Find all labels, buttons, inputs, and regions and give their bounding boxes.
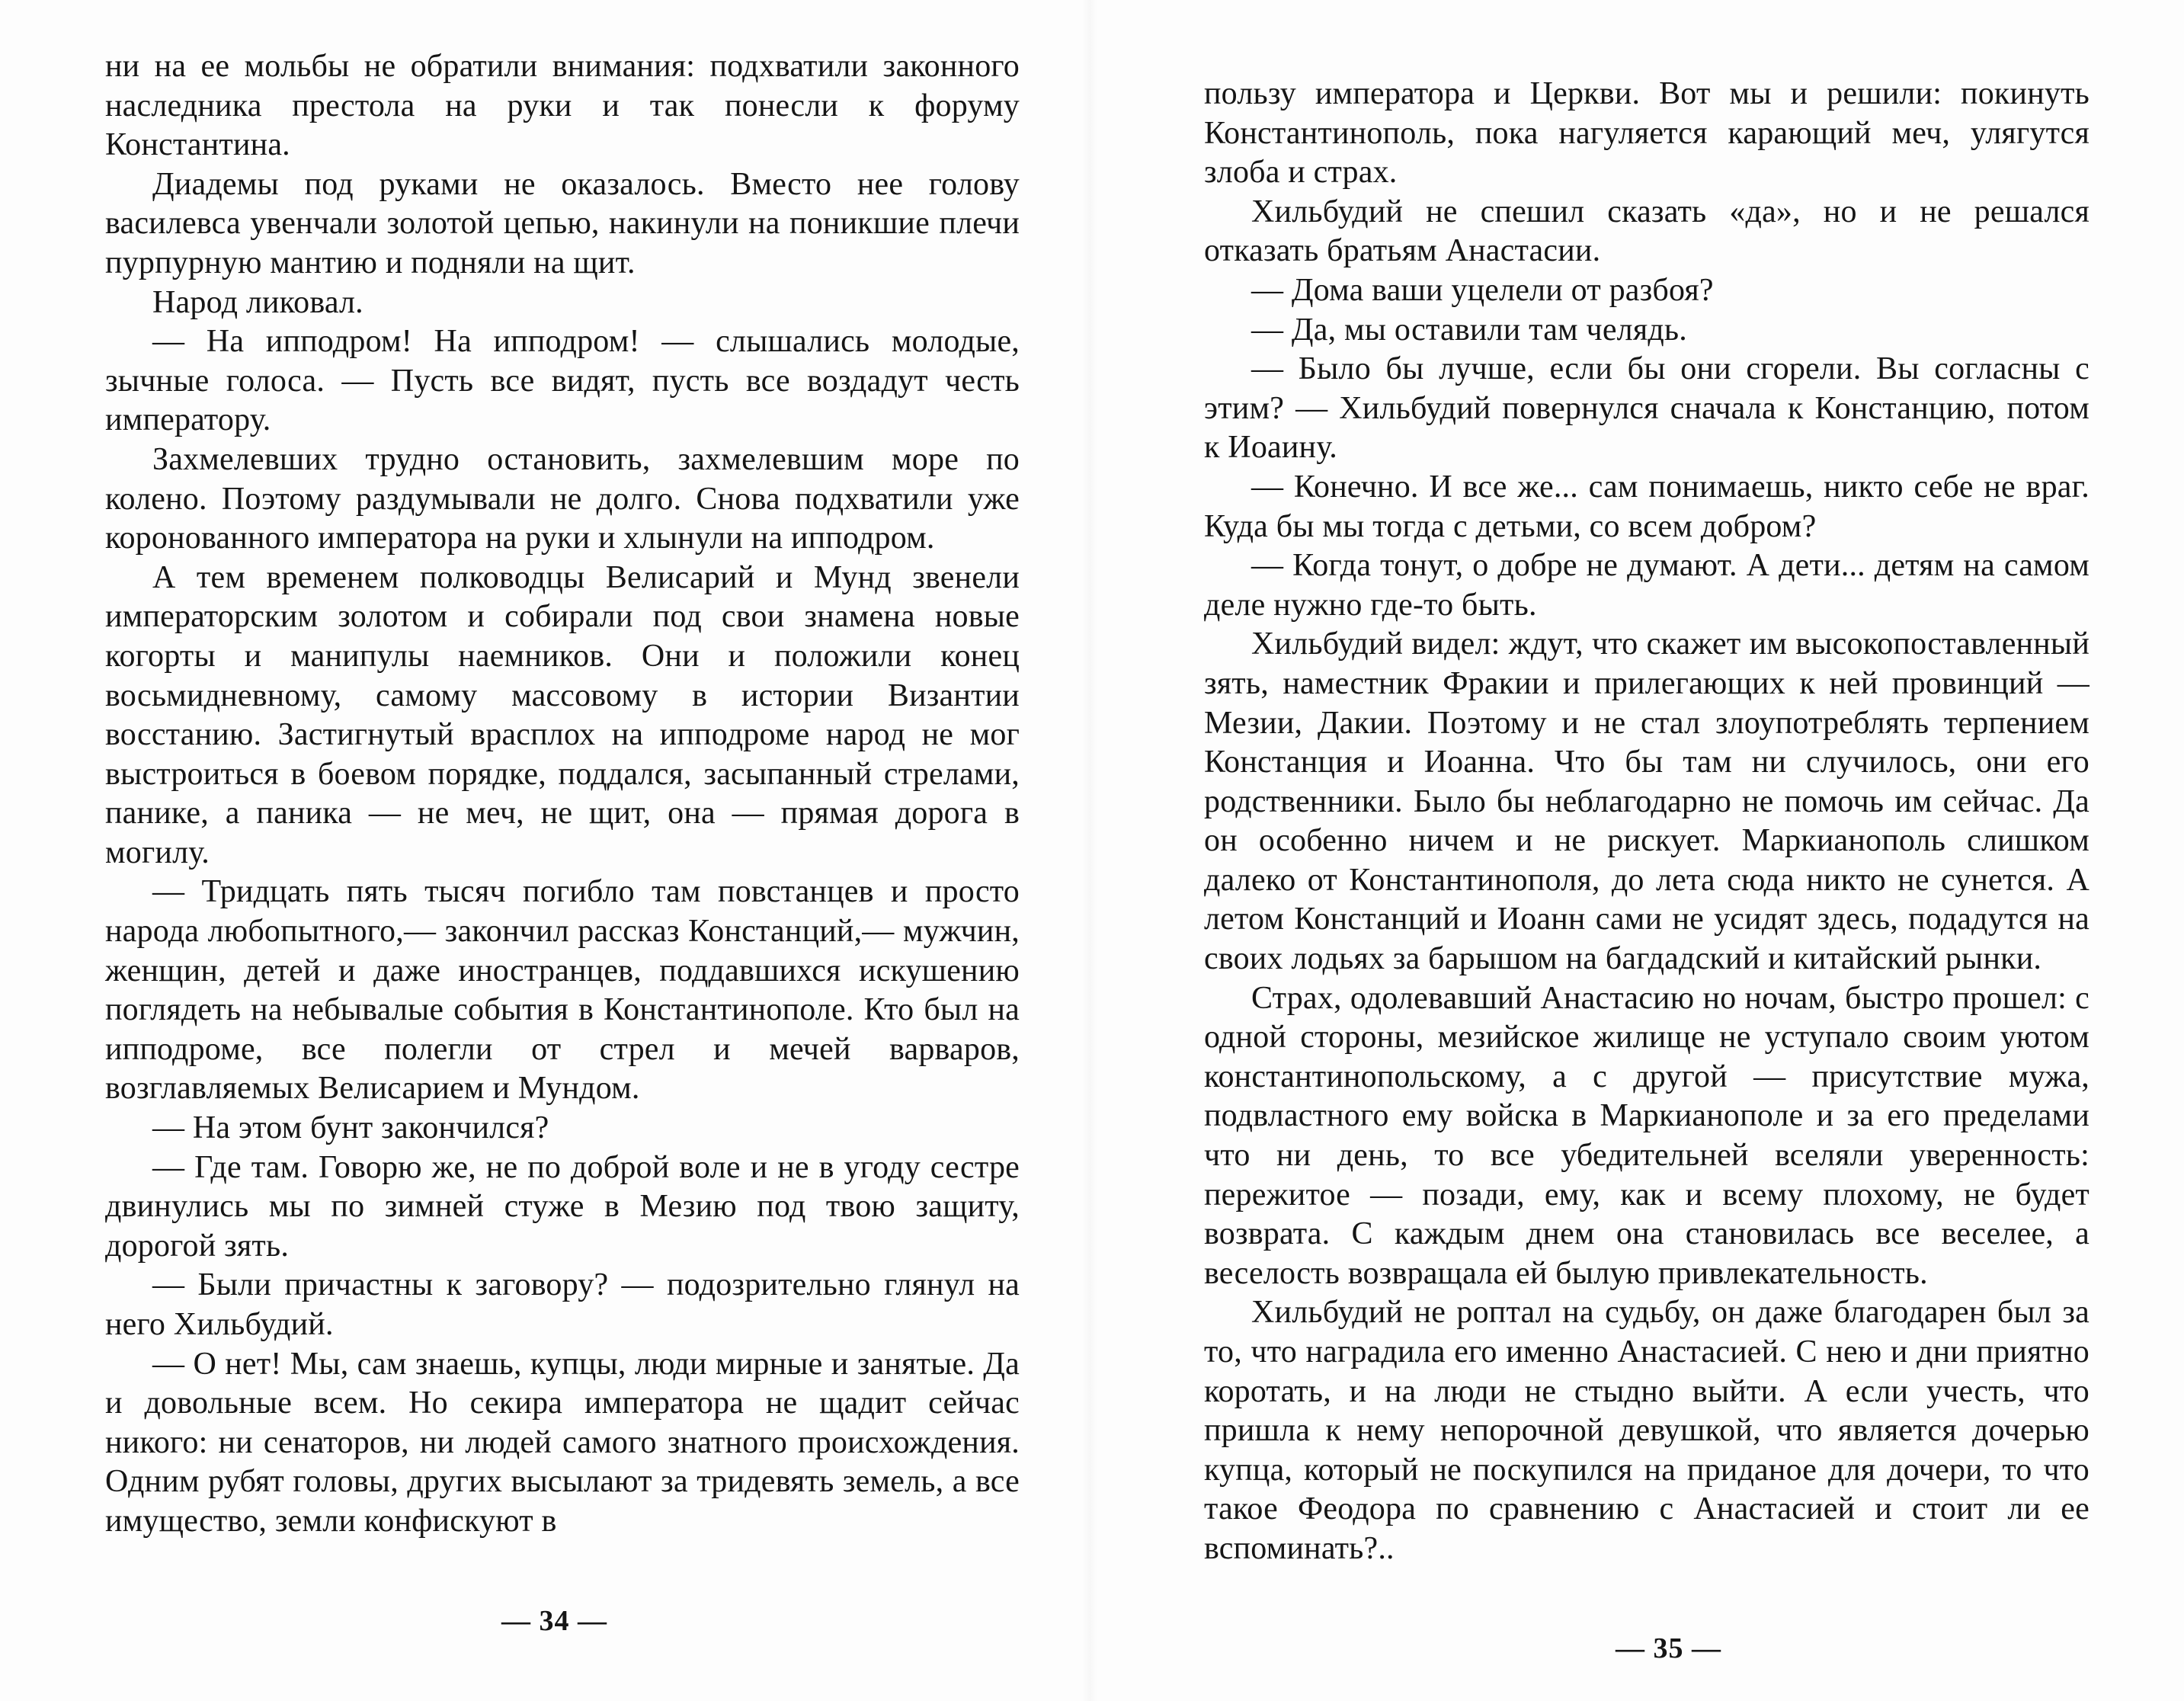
paragraph: Хильбудий не роптал на судьбу, он даже благодарен был за то, что наградила его именно Анастасией. С нею и дни приятно коротать, и на люди не стыдно выйти. А если учесть, что пришла к нему непорочной девушкой, что является дочерью купца, который не поскупился на приданое для дочери, то что такое Феодора по сравнению с Анастасией и стоит ли ее вспоминать?.. [1204,1295,2090,1566]
paragraph: — Были причастны к заговору? — подозрительно глянул на него Хильбудий. [105,1267,1020,1342]
left-page [105,0,1020,1701]
left-page-text [105,47,1020,1542]
paragraph: — О нет! Мы, сам знаешь, купцы, люди мирные и занятые. Да и довольные всем. Но секира императора не щадит сейчас никого: ни сенаторов, ни людей самого знатного происхождения. Одним рубят головы, других высылают за тридевять земель, а все имущество, земли конфискуют в [105,1346,1020,1539]
paragraph: — На этом бунт закончился? [152,1110,549,1146]
paragraph: — Да, мы оставили там челядь. [1251,312,1687,348]
paragraph: — Было бы лучше, если бы они сгорели. Вы согласны с этим? — Хильбудий повернулся сначала к Констанцию, потом к Иоаину. [1204,351,2090,466]
paragraph: Диадемы под руками не оказалось. Вместо нее голову василевса увенчали золотой цепью, накинули на поникшие плечи пурпурную мантию и подняли на щит. [105,166,1020,280]
paragraph: — На ипподром! На ипподром! — слышались молодые, зычные голоса. — Пусть все видят, пусть все воздадут честь императору. [105,324,1020,438]
paragraph: — Когда тонут, о добре не думают. А дети... детям на самом деле нужно где-то быть. [1204,548,2090,623]
paragraph: Страх, одолевавший Анастасию но ночам, быстро прошел: с одной стороны, мезийское жилище не уступало своим уютом константинопольскому, а с другой — присутствие мужа, подвластного ему войска в Маркианополе и за его пределами что ни день, то все убедительней вселяли уверенность: пережитое — позади, ему, как и всему плохому, не будет возврата. С каждым днем она становилась все веселее, а веселость возвращала ей былую привлекательность. [1204,980,2090,1291]
paragraph: ни на ее мольбы не обратили внимания: подхватили законного наследника престола на руки и так понесли к форуму Константина. [105,49,1020,163]
right-page [1204,0,2090,1701]
paragraph: — Дома ваши уцелели от разбоя? [1251,272,1714,308]
paragraph: — Конечно. И все же... сам понимаешь, никто себе не враг. Куда бы мы тогда с детьми, со всем добром? [1204,469,2090,544]
page-number: — 35 — [1616,1632,1721,1664]
paragraph: — Где там. Говорю же, не по доброй воле и не в угоду сестре двинулись мы по зимней стуже в Мезию под твою защиту, дорогой зять. [105,1149,1020,1264]
paragraph: А тем временем полководцы Велисарий и Мунд звенели императорским золотом и собирали под свои знамена новые когорты и манипулы наемников. Они и положили конец восьмидневному, самому массовому в истории Византии восстанию. Застигнутый врасплох на ипподроме народ не мог выстроиться в боевом порядке, поддался, засыпанный стрелами, панике, а паника — не меч, не щит, она — прямая дорога в могилу. [105,559,1020,870]
paragraph: пользу императора и Церкви. Вот мы и решили: покинуть Константинополь, пока нагуляется карающий меч, улягутся злоба и страх. [1204,76,2090,191]
paragraph: Хильбудий видел: ждут, что скажет им высокопоставленный зять, наместник Фракии и прилегающих к ней провинций — Мезии, Дакии. Поэтому и не стал злоупотреблять терпением Констанция и Иоанна. Что бы там ни случилось, они его родственники. Было бы неблагодарно не помочь им сейчас. Да он особенно ничем и не рискует. Маркианополь слишком далеко от Константинополя, до лета сюда никто не сунется. А летом Констанций и Иоанн сами не усидят здесь, подадутся на своих лодьях за барышом на багдадский и китайский рынки. [1204,626,2090,977]
book-gutter [1082,0,1097,1701]
right-page-text [1204,75,2090,1569]
page-number: — 34 — [501,1605,607,1637]
paragraph: Народ ликовал. [152,284,363,320]
paragraph: Хильбудий не спешил сказать «да», но и не решался отказать братьям Анастасии. [1204,194,2090,269]
paragraph: — Тридцать пять тысяч погибло там повстанцев и просто народа любопытного,— закончил рассказ Констанций,— мужчин, женщин, детей и даже иностранцев, поддавшихся искушению поглядеть на небывалые события в Константинополе. Кто был на ипподроме, все полегли от стрел и мечей варваров, возглавляемых Велисарием и Мундом. [105,874,1020,1107]
paragraph: Захмелевших трудно остановить, захмелевшим море по колено. Поэтому раздумывали не долго. Снова подхватили уже коронованного императора на руки и хлынули на ипподром. [105,441,1020,556]
